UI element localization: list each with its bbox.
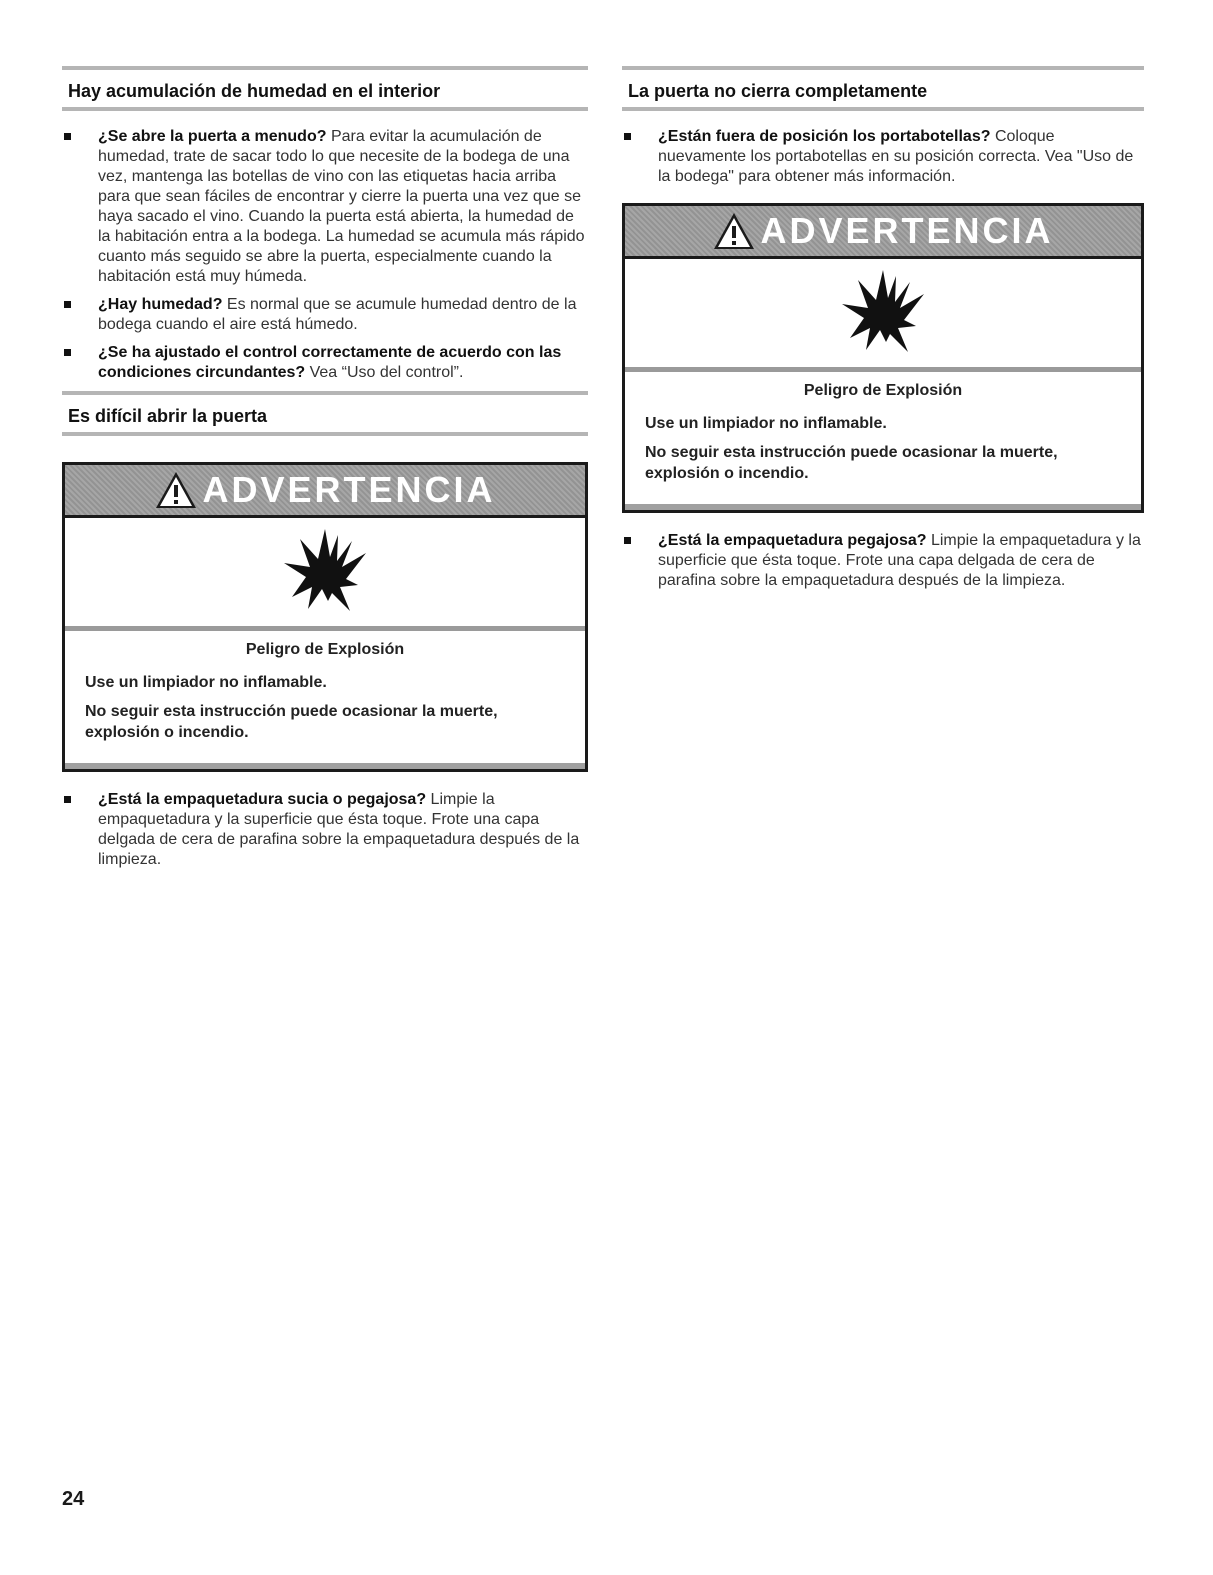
warning-consequence: No seguir esta instrucción puede ocasionar la muerte, explosión o incendio. <box>85 703 498 741</box>
warning-box <box>622 203 1144 513</box>
hazard-title: Peligro de Explosión <box>245 641 405 658</box>
bullet-question: ¿Están fuera de posición los portabotellas? <box>658 128 991 145</box>
bullet-question: ¿Hay humedad? <box>98 296 223 313</box>
warning-box <box>62 462 588 772</box>
warning-body <box>625 372 1141 504</box>
section-title: La puerta no cierra completamente <box>622 66 1144 111</box>
square-bullet-icon <box>624 537 631 544</box>
bullet-list <box>622 127 1144 187</box>
section-door-hard-to-open <box>62 391 588 870</box>
bullet-list <box>62 127 588 383</box>
alert-triangle-icon <box>154 470 198 510</box>
list-item <box>622 127 1144 187</box>
left-column <box>62 66 588 878</box>
list-item <box>62 343 588 383</box>
list-item <box>62 790 588 870</box>
bullet-question: ¿Se abre la puerta a menudo? <box>98 128 327 145</box>
right-column <box>622 66 1144 599</box>
bullet-text: Limpie la empaquetadura y la superficie que ésta toque. Frote una capa delgada de cera de parafina sobre la empaquetadura después de la limpieza. <box>98 791 580 868</box>
hazard-symbol-area <box>625 259 1141 372</box>
section-title: Es difícil abrir la puerta <box>62 391 588 436</box>
warning-banner <box>625 206 1141 259</box>
list-item <box>62 127 588 287</box>
bullet-text: Coloque nuevamente los portabotellas en su posición correcta. Vea "Uso de la bodega" para obtener más información. <box>658 128 1134 185</box>
bullet-list <box>62 790 588 870</box>
section-door-not-closing <box>622 66 1144 591</box>
bullet-list <box>622 531 1144 591</box>
bullet-question: ¿Se ha ajustado el control correctamente de acuerdo con las condiciones circundantes? <box>98 344 562 381</box>
list-item <box>622 531 1144 591</box>
explosion-icon <box>280 527 370 617</box>
warning-bottom-bar <box>625 504 1141 510</box>
warning-banner <box>65 465 585 518</box>
warning-instruction: Use un limpiador no inflamable. <box>85 674 327 691</box>
square-bullet-icon <box>64 796 71 803</box>
bullet-question: ¿Está la empaquetadura sucia o pegajosa? <box>98 791 427 808</box>
section-moisture <box>62 66 588 383</box>
warning-word: ADVERTENCIA <box>202 469 496 510</box>
bullet-text: Limpie la empaquetadura y la superficie que ésta toque. Frote una capa delgada de cera de parafina sobre la empaquetadura después de la limpieza. <box>658 532 1141 589</box>
bullet-text: Es normal que se acumule humedad dentro de la bodega cuando el aire está húmedo. <box>98 296 577 333</box>
alert-triangle-icon <box>712 211 756 251</box>
square-bullet-icon <box>64 133 71 140</box>
hazard-title: Peligro de Explosión <box>803 382 963 399</box>
warning-instruction: Use un limpiador no inflamable. <box>645 415 887 432</box>
list-item <box>62 295 588 335</box>
bullet-question: ¿Está la empaquetadura pegajosa? <box>658 532 927 549</box>
hazard-symbol-area <box>65 518 585 631</box>
bullet-text: Para evitar la acumulación de humedad, trate de sacar todo lo que necesite de la bodega de una vez, mantenga las botellas de vino con las etiquetas hacia arriba para que sean fáciles de encontrar y cierre la puerta una vez que se haya sacado el vino. Cuando la puerta está abierta, la humedad de la habitación entra a la bodega. La humedad se acumula más rápido cuanto más seguido se abre la puerta, especialmente cuando la habitación está muy húmeda. <box>98 128 585 285</box>
explosion-icon <box>838 268 928 358</box>
bullet-text: Vea “Uso del control”. <box>305 364 464 381</box>
page-number: 24 <box>62 1488 85 1510</box>
warning-bottom-bar <box>65 763 585 769</box>
section-title: Hay acumulación de humedad en el interior <box>62 66 588 111</box>
warning-body <box>65 631 585 763</box>
square-bullet-icon <box>624 133 631 140</box>
square-bullet-icon <box>64 301 71 308</box>
warning-word: ADVERTENCIA <box>760 210 1054 251</box>
square-bullet-icon <box>64 349 71 356</box>
warning-consequence: No seguir esta instrucción puede ocasionar la muerte, explosión o incendio. <box>645 444 1058 482</box>
